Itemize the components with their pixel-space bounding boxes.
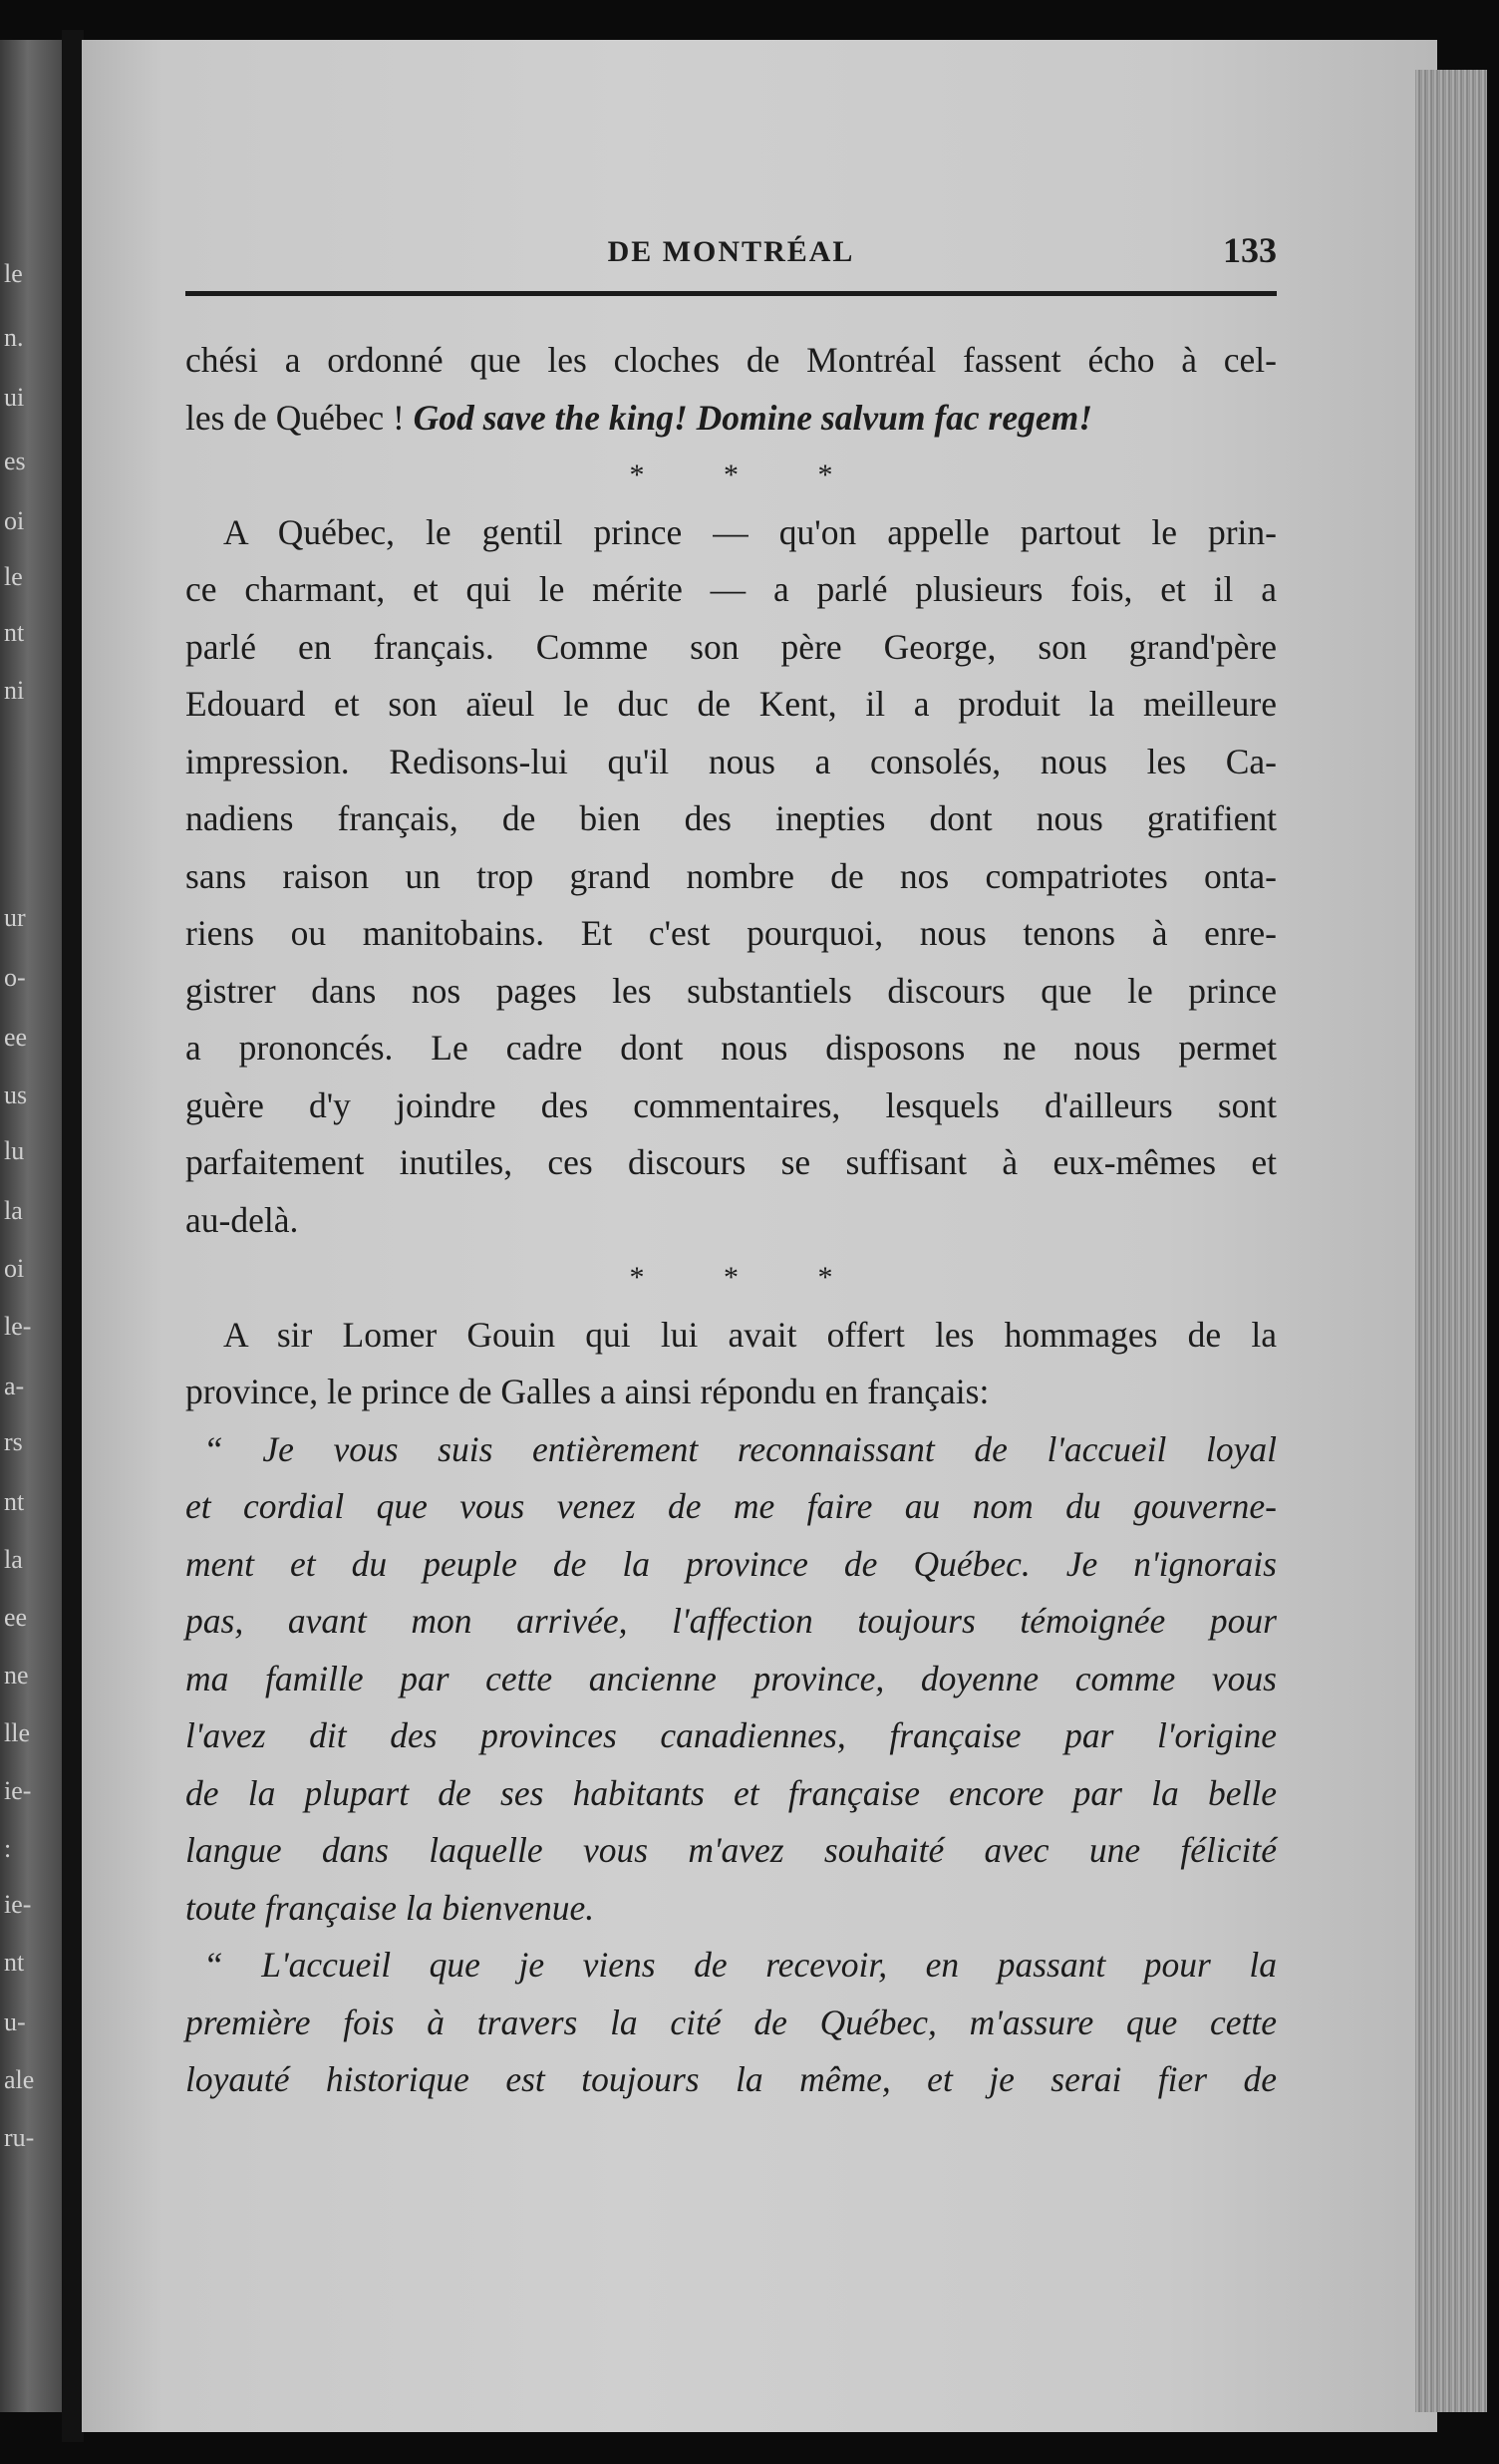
text-line: impression. Redisons-lui qu'il nous a consolés, nous les Ca- <box>185 741 1277 781</box>
header-rule <box>185 291 1277 296</box>
quote-line: “ L'accueil que je viens de recevoir, en passant pour la <box>203 1945 1277 1985</box>
text-line: nadiens français, de bien des inepties dont nous gratifient <box>185 798 1277 838</box>
text-line: a prononcés. Le cadre dont nous disposons ne nous permet <box>185 1028 1277 1068</box>
quote-line: l'avez dit des provinces canadiennes, française par l'origine <box>185 1715 1277 1755</box>
text-line: ce charmant, et qui le mérite — a parlé plusieurs fois, et il a <box>185 569 1277 609</box>
left-page-fragment: ru- <box>4 2123 35 2152</box>
quote-line: première fois à travers la cité de Québec, m'assure que cette <box>185 2002 1277 2042</box>
quote-line: et cordial que vous venez de me faire au nom du gouverne- <box>185 1486 1277 1526</box>
left-page-fragment: o- <box>4 963 26 992</box>
text-block <box>185 189 1277 2099</box>
left-page-fragment: rs <box>4 1427 23 1456</box>
section-ornament: * * * <box>629 459 869 491</box>
text-line: Edouard et son aïeul le duc de Kent, il a produit la meilleure <box>185 684 1277 724</box>
quote-line: loyauté historique est toujours la même, et je serai fier de <box>185 2059 1277 2099</box>
text-line: sans raison un trop grand nombre de nos compatriotes onta- <box>185 855 1277 896</box>
page-number: 133 <box>1223 230 1277 270</box>
quote-line: pas, avant mon arrivée, l'affection toujours témoignée pour <box>185 1601 1277 1641</box>
text-line: A Québec, le gentil prince — qu'on appelle partout le prin- <box>223 511 1277 552</box>
book-gutter <box>62 30 84 2442</box>
left-page-fragment: la <box>4 1196 23 1225</box>
left-page-fragment: ee <box>4 1023 28 1052</box>
left-page-fragment: ie- <box>4 1776 32 1805</box>
left-page-fragment: es <box>4 447 26 475</box>
text-fragment: les de Québec ! <box>185 397 405 438</box>
left-page-fragment: nt <box>4 1948 25 1977</box>
text-line: riens ou manitobains. Et c'est pourquoi, nous tenons à enre- <box>185 913 1277 953</box>
left-page-fragment: le <box>4 562 23 591</box>
quote-line: de la plupart de ses habitants et française encore par la belle <box>185 1772 1277 1813</box>
running-head-title: DE MONTRÉAL <box>607 235 855 268</box>
left-page-fragment: n. <box>4 323 24 352</box>
text-line: province, le prince de Galles a ainsi répondu en français: <box>185 1372 990 1411</box>
quote-line: ment et du peuple de la province de Québec. Je n'ignorais <box>185 1543 1277 1584</box>
left-page-fragment: u- <box>4 2007 26 2036</box>
text-line <box>185 390 1277 448</box>
book-page <box>82 40 1437 2432</box>
quote-line: ma famille par cette ancienne province, doyenne comme vous <box>185 1658 1277 1698</box>
section-ornament: * * * <box>629 1261 869 1294</box>
body-text <box>185 332 1277 2109</box>
left-page-fragment: le <box>4 259 23 288</box>
page-edges <box>1415 70 1487 2412</box>
left-page-fragment: ur <box>4 903 26 932</box>
left-page-fragment: ni <box>4 676 25 705</box>
quote-line: toute française la bienvenue. <box>185 1887 595 1928</box>
left-page-fragment: oi <box>4 506 25 535</box>
left-page-fragment: ne <box>4 1661 29 1690</box>
quote-line: langue dans laquelle vous m'avez souhaité avec une félicité <box>185 1830 1277 1870</box>
left-page-fragment: nt <box>4 618 25 647</box>
text-line: guère d'y joindre des commentaires, lesquels d'ailleurs sont <box>185 1084 1277 1125</box>
left-page-fragment: ee <box>4 1603 28 1632</box>
left-page-fragment: us <box>4 1080 28 1109</box>
italic-exclamation: God save the king! Domine salvum fac regem! <box>413 397 1093 438</box>
left-page-fragment: nt <box>4 1487 25 1516</box>
left-page-fragment: ie- <box>4 1890 32 1919</box>
running-head <box>185 189 1277 270</box>
text-line: chési a ordonné que les cloches de Montréal fassent écho à cel- <box>185 340 1277 380</box>
text-line: au-delà. <box>185 1199 299 1240</box>
left-page-fragment: le- <box>4 1312 32 1341</box>
text-line: parfaitement inutiles, ces discours se suffisant à eux-mêmes et <box>185 1142 1277 1182</box>
left-page-fragment: ale <box>4 2065 35 2094</box>
text-line: parlé en français. Comme son père George, son grand'père <box>185 626 1277 667</box>
left-page-fragment: oi <box>4 1254 25 1283</box>
left-page-fragment: ui <box>4 383 25 412</box>
left-page-fragment: la <box>4 1545 23 1574</box>
left-facing-page-edge <box>0 40 62 2412</box>
left-page-fragment: a- <box>4 1372 25 1400</box>
text-line: A sir Lomer Gouin qui lui avait offert les hommages de la <box>223 1314 1277 1355</box>
left-page-fragment: lle <box>4 1718 30 1747</box>
text-line: gistrer dans nos pages les substantiels discours que le prince <box>185 970 1277 1011</box>
left-page-fragment: lu <box>4 1136 25 1165</box>
quote-line: “ Je vous suis entièrement reconnaissant de l'accueil loyal <box>203 1428 1277 1469</box>
left-page-fragment: : <box>4 1834 12 1863</box>
